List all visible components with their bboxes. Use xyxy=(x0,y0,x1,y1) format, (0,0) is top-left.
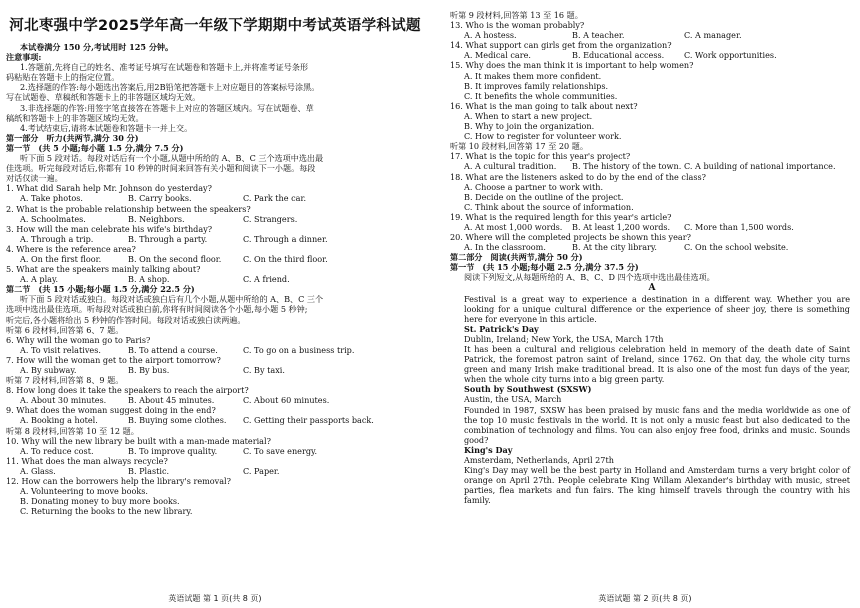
festival-text: Founded in 1987, SXSW has been praised by music fans and the media worldwide as one of the top 10 music festivals in the world. It is not only a music feast but also dedicated to the combination of technology and films. You can also enjoy free food, drinks and music. Sounds good? xyxy=(464,404,850,445)
option-b[interactable]: B. It improves family relationships. xyxy=(464,80,609,91)
option-a[interactable]: A. A play. xyxy=(20,274,59,285)
festival-name: St. Patrick's Day xyxy=(464,323,539,334)
material-note: 听第 10 段材料,回答第 17 至 20 题。 xyxy=(450,141,588,152)
option-c[interactable]: C. A building of national importance. xyxy=(684,161,836,172)
option-c[interactable]: C. To save energy. xyxy=(243,445,318,456)
option-a[interactable]: A. To visit relatives. xyxy=(20,344,101,355)
option-b[interactable]: B. Through a party. xyxy=(128,233,208,244)
option-c[interactable]: C. More than 1,500 words. xyxy=(684,221,794,232)
page-footer-left: 英语试题 第 1 页(共 8 页) xyxy=(168,594,262,603)
option-b[interactable]: B. A shop. xyxy=(128,274,170,285)
passage-intro: Festival is a great way to experience a destination in a different way. Whether you are looking for a unique cultural difference or the experience of sheer joy, there is something here for everyone in this article. xyxy=(464,293,850,324)
option-a[interactable]: A. By subway. xyxy=(20,365,77,375)
material-note: 听第 6 段材料,回答第 6、7 题。 xyxy=(6,324,124,335)
question-text: 15. Why does the man think it is important to help women? xyxy=(450,60,694,71)
option-c[interactable]: C. Paper. xyxy=(243,465,280,476)
option-b[interactable]: B. Educational access. xyxy=(572,50,665,61)
question-text: 17. What is the topic for this year's project? xyxy=(450,151,631,162)
festival-text: King's Day may well be the best party in Holland and Amsterdam turns a very bright color of orange on April 27th. People celebrate King Willam Alexander's birthday with music, street parties, flea markets and fun fairs. The king himself travels through the country with his family. xyxy=(464,465,850,506)
question-text: 5. What are the speakers mainly talking about? xyxy=(6,264,201,275)
option-c[interactable]: C. On the third floor. xyxy=(243,253,328,264)
option-a[interactable]: A. To reduce cost. xyxy=(20,445,94,456)
option-b[interactable]: B. Carry books. xyxy=(128,193,192,204)
option-a[interactable]: A. About 30 minutes. xyxy=(20,395,107,406)
exam-title: 河北枣强中学2025学年高一年级下学期期中考试英语学科试题 xyxy=(9,18,421,34)
option-b[interactable]: B. On the second floor. xyxy=(128,253,222,264)
sec2-instruction: 听完后,各小题将给出 5 秒钟的作答时间。每段对话或独白读两遍。 xyxy=(6,314,246,325)
page-2 xyxy=(430,0,860,608)
option-b[interactable]: B. A teacher. xyxy=(572,30,625,41)
option-a[interactable]: A. Schoolmates. xyxy=(20,213,86,224)
option-c[interactable]: C. Think about the source of information. xyxy=(464,201,634,212)
option-c[interactable]: C. Strangers. xyxy=(243,213,298,224)
option-a[interactable]: A. Booking a hotel. xyxy=(20,415,98,426)
question-text: 1. What did Sarah help Mr. Johnson do yesterday? xyxy=(6,183,212,194)
option-a[interactable]: A. Volunteering to move books. xyxy=(20,486,148,497)
question-text: 11. What does the man always recycle? xyxy=(6,455,168,466)
option-a[interactable]: A. A cultural tradition. xyxy=(464,161,557,172)
option-a[interactable]: A. Choose a partner to work with. xyxy=(464,181,604,192)
score-note: 本试卷满分 150 分,考试用时 125 分钟。 xyxy=(20,42,174,52)
notice-line: 1.答题前,先将自己的姓名、准考证号填写在试题卷和答题卡上,并将准考证号条形 xyxy=(20,62,309,73)
option-c[interactable]: C. Returning the books to the new library. xyxy=(20,506,193,517)
festival-place: Amsterdam, Netherlands, April 27th xyxy=(464,455,614,466)
question-text: 16. What is the man going to talk about next? xyxy=(450,100,638,111)
part2-instruction: 阅读下列短文,从每题所给的 A、B、C、D 四个选项中选出最佳选项。 xyxy=(464,272,715,283)
option-c[interactable]: C. By taxi. xyxy=(243,365,285,375)
option-c[interactable]: C. A manager. xyxy=(684,30,742,41)
option-b[interactable]: B. To improve quality. xyxy=(128,445,218,456)
option-c[interactable]: C. It benefits the whole communities. xyxy=(464,90,618,101)
question-text: 2. What is the probable relationship between the speakers? xyxy=(6,203,251,214)
option-a[interactable]: A. In the classroom. xyxy=(464,242,546,253)
sec2-title: 第二节 (共 15 小题;每小题 1.5 分,满分 22.5 分) xyxy=(6,284,195,295)
festival-place: Austin, the USA, March xyxy=(464,394,562,405)
question-text: 6. Why will the woman go to Paris? xyxy=(6,334,151,345)
question-text: 19. What is the required length for this year's article? xyxy=(450,211,672,222)
part2-sec1-title: 第一节 (共 15 小题;每小题 2.5 分,满分 37.5 分) xyxy=(450,262,639,273)
notice-line: 2.选择题的作答:每小题选出答案后,用2B铅笔把答题卡上对应题目的答案标号涂黑。 xyxy=(20,82,320,93)
question-text: 8. How long does it take the speakers to reach the airport? xyxy=(6,385,249,396)
festival-place: Dublin, Ireland; New York, the USA, March 17th xyxy=(464,333,664,344)
option-a[interactable]: A. On the first floor. xyxy=(20,253,102,264)
option-c[interactable]: C. Park the car. xyxy=(243,193,307,204)
notice-line: 4.考试结束后,请将本试题卷和答题卡一并上交。 xyxy=(20,122,193,133)
option-c[interactable]: C. Work opportunities. xyxy=(684,50,777,61)
option-c[interactable]: C. About 60 minutes. xyxy=(243,395,330,406)
festival-name: South by Southwest (SXSW) xyxy=(464,384,592,395)
option-c[interactable]: C. Through a dinner. xyxy=(243,233,328,244)
question-text: 7. How will the woman get to the airport tomorrow? xyxy=(6,354,221,365)
sec2-instruction: 听下面 5 段对话或独白。每段对话或独白后有几个小题,从题中所给的 A、B、C 三个 xyxy=(20,294,324,305)
option-b[interactable]: B. At least 1,200 words. xyxy=(572,221,671,232)
option-a[interactable]: A. It makes them more confident. xyxy=(464,70,602,81)
option-b[interactable]: B. Plastic. xyxy=(128,465,170,476)
notice-line: 稿纸和答题卡上的非答题区域均无效。 xyxy=(6,112,144,123)
option-a[interactable]: A. Medical care. xyxy=(464,50,531,61)
sec2-instruction: 选项中选出最佳选项。听每段对话或独白前,你将有时间阅读各个小题,每小题 5 秒钟; xyxy=(6,304,308,315)
question-text: 3. How will the man celebrate his wife's birthday? xyxy=(6,223,213,234)
option-c[interactable]: C. Getting their passports back. xyxy=(243,415,374,426)
notice-line: 码粘贴在答题卡上的指定位置。 xyxy=(6,72,120,83)
question-text: 18. What are the listeners asked to do by the end of the class? xyxy=(450,171,707,182)
material-note: 听第 9 段材料,回答第 13 至 16 题。 xyxy=(450,10,583,20)
option-a[interactable]: A. Glass. xyxy=(20,465,56,476)
sec1-title: 第一节 (共 5 小题;每小题 1.5 分,满分 7.5 分) xyxy=(6,142,184,153)
question-text: 14. What support can girls get from the organization? xyxy=(450,40,672,51)
material-note: 听第 8 段材料,回答第 10 至 12 题。 xyxy=(6,425,139,436)
part1-title: 第一部分 听力(共两节,满分 30 分) xyxy=(6,132,139,143)
option-b[interactable]: B. Donating money to buy more books. xyxy=(20,496,180,507)
option-b[interactable]: B. Buying some clothes. xyxy=(128,415,227,426)
question-text: 9. What does the woman suggest doing in the end? xyxy=(6,405,216,416)
question-text: 4. Where is the reference area? xyxy=(6,243,136,254)
option-c[interactable]: C. On the school website. xyxy=(684,242,789,253)
option-c[interactable]: C. To go on a business trip. xyxy=(243,344,355,355)
sec1-instruction: 听下面 5 段对话。每段对话后有一个小题,从题中所给的 A、B、C 三个选项中选出最 xyxy=(20,153,324,164)
option-a[interactable]: A. Take photos. xyxy=(20,193,83,204)
festival-name: King's Day xyxy=(464,444,513,455)
option-a[interactable]: A. At most 1,000 words. xyxy=(464,221,563,232)
option-a[interactable]: A. Through a trip. xyxy=(20,233,94,244)
question-text: 20. Where will the completed projects be shown this year? xyxy=(450,232,691,243)
notice-line: 写在试题卷、草稿纸和答题卡上的非答题区域均无效。 xyxy=(6,92,201,103)
question-block xyxy=(6,183,424,284)
sec1-instruction: 佳选项。听完每段对话后,你都有 10 秒钟的时间来回答有关小题和阅读下一小题。每段 xyxy=(6,163,316,174)
question-text: 10. Why will the new library be built with a man-made material? xyxy=(6,435,271,446)
notice-header: 注意事项: xyxy=(6,52,42,63)
passage-label: A xyxy=(648,282,656,293)
notice-line: 3.非选择题的作答:用签字笔直接答在答题卡上对应的答题区域内。写在试题卷、草 xyxy=(20,102,314,113)
option-b[interactable]: B. At the city library. xyxy=(572,242,657,253)
option-a[interactable]: A. A hostess. xyxy=(464,30,517,41)
option-b[interactable]: B. Decide on the outline of the project. xyxy=(464,191,624,202)
question-text: 12. How can the borrowers help the library's removal? xyxy=(6,476,231,487)
option-c[interactable]: C. How to register for volunteer work. xyxy=(464,131,622,142)
page-footer-right: 英语试题 第 2 页(共 8 页) xyxy=(598,594,692,603)
option-a[interactable]: A. When to start a new project. xyxy=(464,110,593,121)
sec1-instruction: 对话仅读一遍。 xyxy=(6,173,63,184)
option-b[interactable]: B. By bus. xyxy=(128,365,170,375)
option-b[interactable]: B. Why to join the organization. xyxy=(464,121,595,132)
festival-text: It has been a cultural and religious celebration held in memory of the death date of Saint Patrick, the foremost patron saint of Ireland, since 1762. On that day, the whole city turns green and many Irish make traditional bread. It is also one of the most fun days of the year, when the whole city turns into a big green party. xyxy=(464,344,850,385)
option-b[interactable]: B. About 45 minutes. xyxy=(128,395,215,406)
option-c[interactable]: C. A friend. xyxy=(243,274,290,285)
material-note: 听第 7 段材料,回答第 8、9 题。 xyxy=(6,375,124,386)
option-b[interactable]: B. To attend a course. xyxy=(128,344,218,355)
option-b[interactable]: B. Neighbors. xyxy=(128,213,185,224)
option-b[interactable]: B. The history of the town. xyxy=(572,161,682,172)
part2-title: 第二部分 阅读(共两节,满分 50 分) xyxy=(450,252,583,263)
question-text: 13. Who is the woman probably? xyxy=(450,20,585,31)
